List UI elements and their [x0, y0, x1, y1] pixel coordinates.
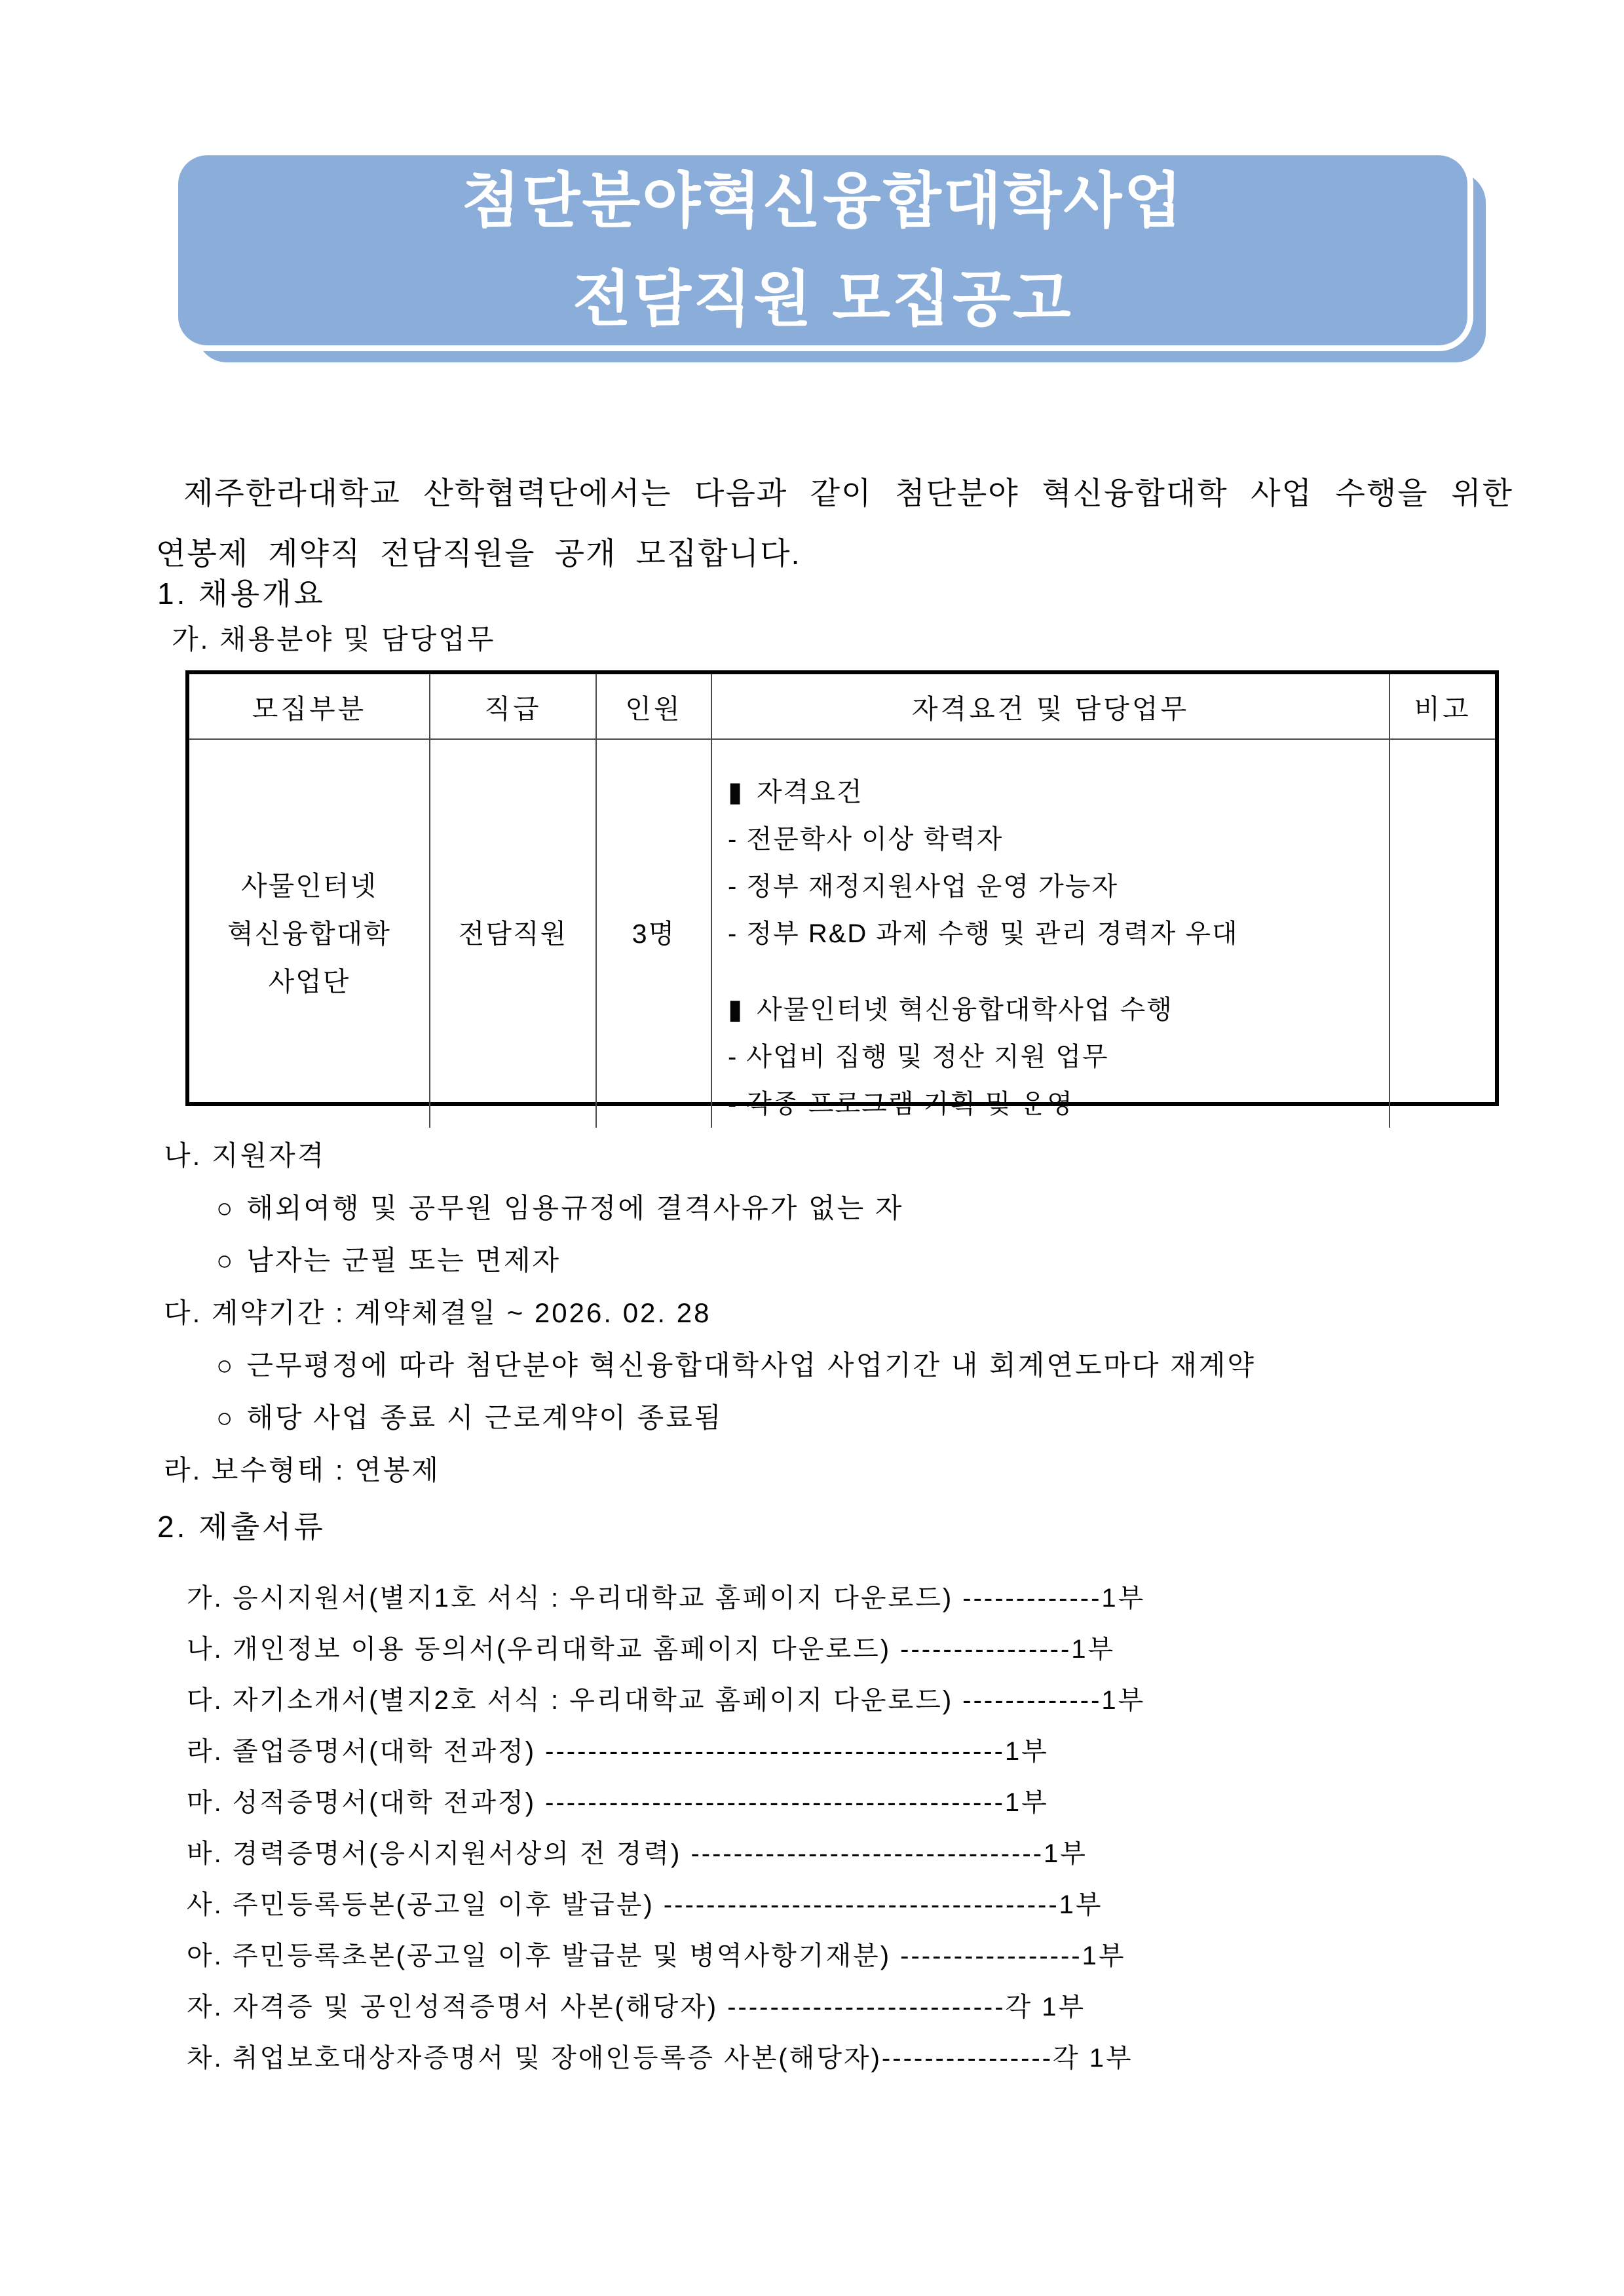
contract-item: [0, 1339, 1624, 1392]
body-cell-duties: [712, 740, 1390, 1128]
banner-panel: [178, 155, 1467, 345]
position-value: 전담직원: [458, 918, 568, 949]
document-item: 라. 졸업증명서(대학 전과정) -------------------------------------------1부: [187, 1737, 1049, 1766]
document-item: 마. 성적증명서(대학 전과정) -------------------------------------------1부: [187, 1788, 1049, 1817]
duties-title: 사물인터넷 혁신융합대학사업 수행: [757, 995, 1173, 1024]
section2-heading: 2. 제출서류: [157, 1510, 326, 1544]
header-cell-position: 직급: [430, 674, 597, 740]
pay-heading: 라. 보수형태 : 연봉제: [164, 1455, 440, 1485]
intro-paragraph: 제주한라대학교 산학협력단에서는 다음과 같이 첨단분야 혁신융합대학 사업 수행을 위한 연봉제 계약직 전담직원을 공개 모집합니다.: [156, 476, 1513, 571]
contract-heading: 다. 계약기간 : 계약체결일 ~ 2026. 02. 28: [164, 1297, 711, 1328]
circle-bullet-icon: ○: [216, 1245, 235, 1276]
contract-item-text: 해당 사업 종료 시 근로계약이 종료됨: [246, 1402, 723, 1433]
duties-block-gap: [728, 957, 1382, 986]
section1-detail-list: [0, 1130, 1624, 1497]
header-cell-division: 모집부분: [189, 674, 430, 740]
division-line: 사물인터넷: [240, 870, 378, 901]
recruitment-table: [185, 670, 1499, 1119]
circle-bullet-icon: ○: [216, 1350, 235, 1381]
duty-item: - 사업비 집행 및 정산 지원 업무: [728, 1043, 1109, 1071]
contract-item: [0, 1392, 1624, 1444]
qualification-item: [0, 1182, 1624, 1234]
document-list: [187, 1573, 1145, 2084]
square-bullet-icon: ▮: [728, 994, 744, 1025]
qualification-item-text: 남자는 군필 또는 면제자: [246, 1245, 561, 1276]
requirement-item: - 전문학사 이상 학력자: [728, 825, 1004, 854]
qualification-item: [0, 1234, 1624, 1287]
section1-heading: 1. 채용개요: [157, 577, 326, 611]
qualification-heading: 나. 지원자격: [164, 1140, 326, 1171]
document-item: 자. 자격증 및 공인성적증명서 사본(해당자) --------------------------각 1부: [187, 1993, 1086, 2021]
document-item: 가. 응시지원서(별지1호 서식 : 우리대학교 홈페이지 다운로드) -------------1부: [187, 1584, 1146, 1613]
requirement-item: - 정부 재정지원사업 운영 가능자: [728, 872, 1119, 901]
section1-sub-heading: 가. 채용분야 및 담당업무: [172, 624, 496, 655]
document-item: 바. 경력증명서(응시지원서상의 전 경력) ---------------------------------1부: [187, 1839, 1087, 1868]
header-cell-duties: 자격요건 및 담당업무: [712, 674, 1390, 740]
contract-item-text: 근무평정에 따라 첨단분야 혁신융합대학사업 사업기간 내 회계연도마다 재계약: [246, 1350, 1256, 1381]
qualification-item-text: 해외여행 및 공무원 임용규정에 결격사유가 없는 자: [246, 1193, 904, 1223]
document-item: 아. 주민등록초본(공고일 이후 발급분 및 병역사항기재분) -----------------1부: [187, 1942, 1126, 1970]
header-cell-headcount: 인원: [597, 674, 712, 740]
division-line: 혁신융합대학: [227, 918, 391, 949]
square-bullet-icon: ▮: [728, 776, 744, 808]
body-cell-position: [430, 740, 597, 1128]
duty-item: - 각종 프로그램 기획 및 운영: [728, 1090, 1074, 1119]
requirements-title-line: [728, 769, 1382, 816]
division-line: 사업단: [268, 966, 350, 997]
banner-title-line2: 전담직원 모집공고: [573, 266, 1073, 333]
circle-bullet-icon: ○: [216, 1402, 235, 1433]
document-item: 사. 주민등록등본(공고일 이후 발급분) -------------------------------------1부: [187, 1890, 1103, 1919]
document-item: 다. 자기소개서(별지2호 서식 : 우리대학교 홈페이지 다운로드) -------------1부: [187, 1686, 1146, 1715]
banner-title-line1: 첨단분야혁신융합대학사업: [461, 168, 1184, 235]
body-cell-headcount: [597, 740, 712, 1128]
requirements-title: 자격요건: [757, 778, 863, 807]
duties-title-line: [728, 986, 1382, 1033]
document-item: 나. 개인정보 이용 동의서(우리대학교 홈페이지 다운로드) ----------------1부: [187, 1635, 1116, 1664]
body-cell-division: [189, 740, 430, 1128]
headcount-value: 3명: [632, 918, 676, 949]
title-banner: [178, 155, 1467, 345]
body-cell-remark: [1390, 740, 1495, 1128]
header-cell-remark: 비고: [1390, 674, 1495, 740]
requirement-item: - 정부 R&D 과제 수행 및 관리 경력자 우대: [728, 919, 1239, 948]
circle-bullet-icon: ○: [216, 1193, 235, 1223]
document-item: 차. 취업보호대상자증명서 및 장애인등록증 사본(해당자)----------------각 1부: [187, 2044, 1133, 2073]
